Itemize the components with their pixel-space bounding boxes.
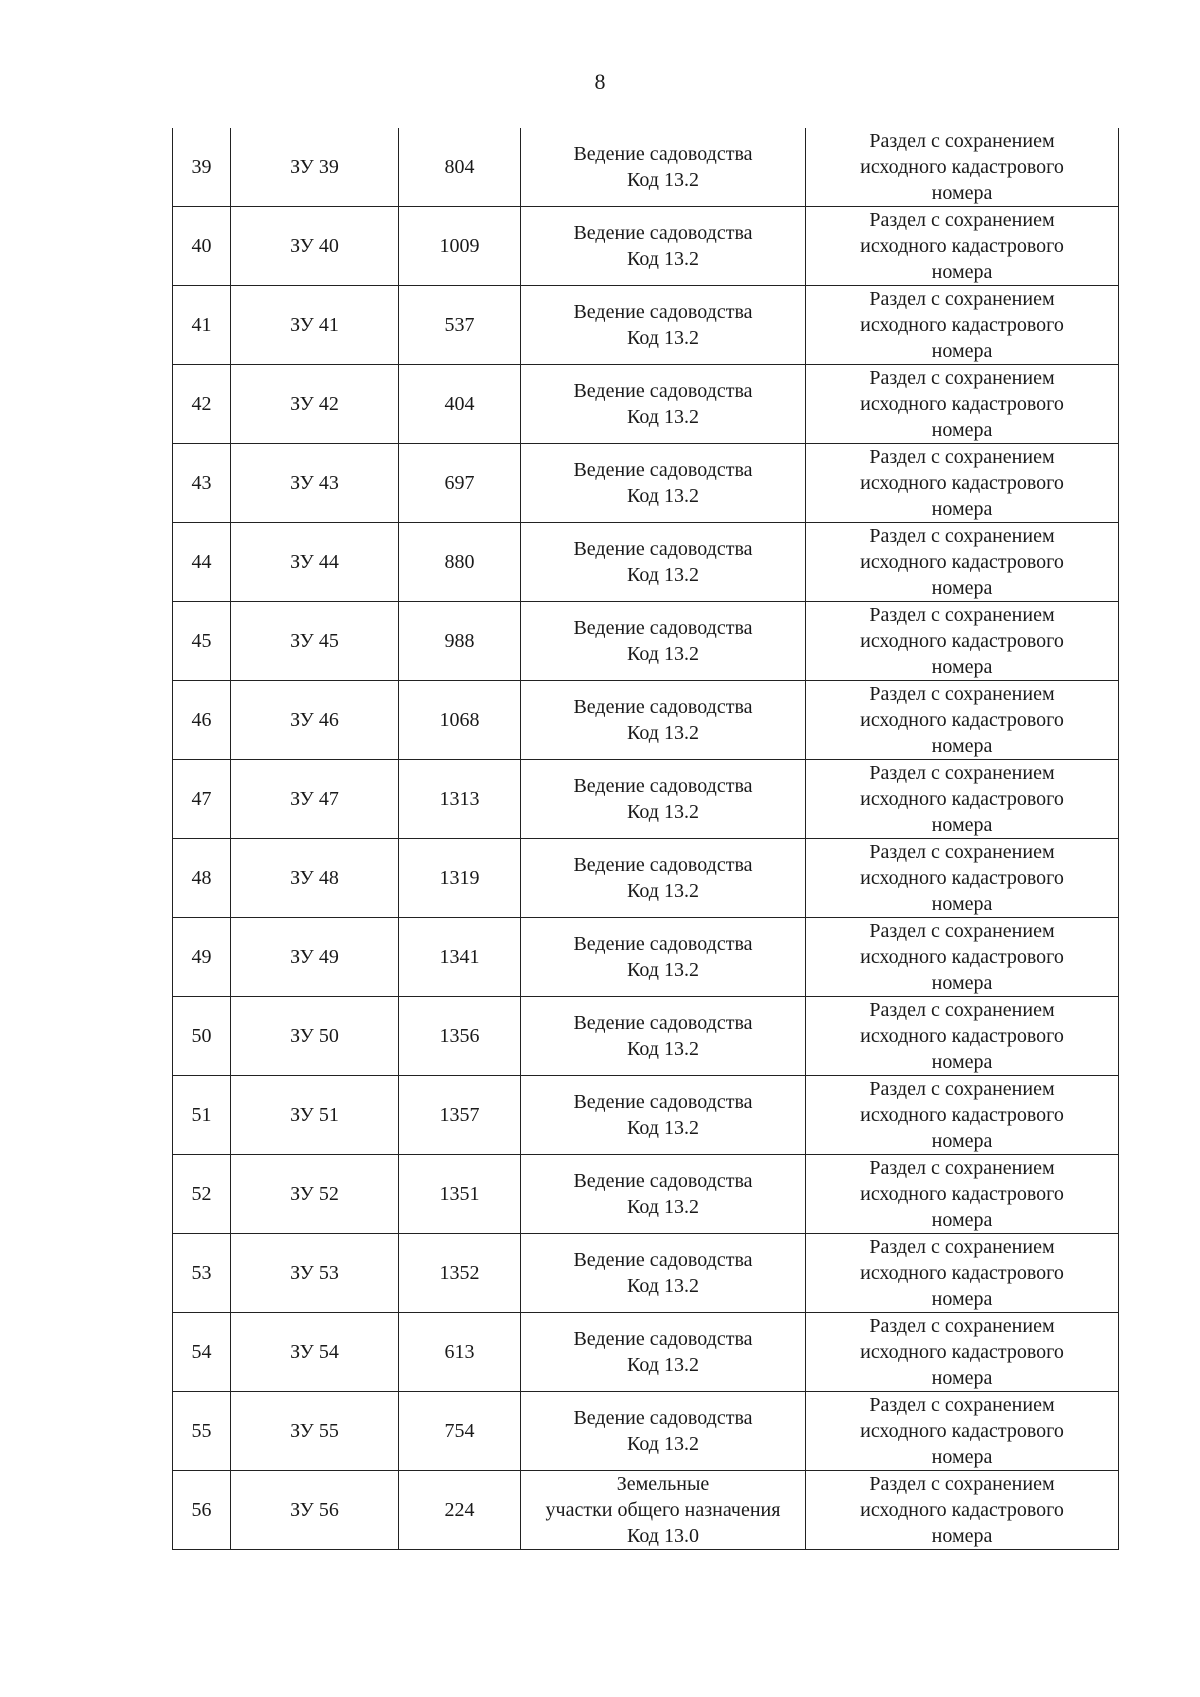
note-line: номера (931, 1367, 993, 1389)
note-line: номера (931, 1525, 993, 1547)
permitted-use-cell (521, 207, 806, 286)
plot-id-cell: ЗУ 39 (231, 128, 399, 207)
table-row (173, 365, 1119, 444)
table-row (173, 1392, 1119, 1471)
note-line: исходного кадастрового (860, 1262, 1064, 1284)
note-cell (806, 523, 1119, 602)
permitted-use-line: Код 13.2 (627, 1275, 699, 1297)
area-cell: 1009 (399, 207, 521, 286)
permitted-use-line: Код 13.2 (627, 406, 699, 428)
permitted-use-line: Код 13.2 (627, 959, 699, 981)
note-line: Раздел с сохранением (869, 1473, 1055, 1495)
area-cell: 1319 (399, 839, 521, 918)
table-row (173, 997, 1119, 1076)
permitted-use-line: Ведение садоводства (573, 538, 753, 560)
permitted-use-cell (521, 918, 806, 997)
permitted-use-cell (521, 1076, 806, 1155)
row-number-cell: 53 (173, 1234, 231, 1313)
note-line: Раздел с сохранением (869, 1078, 1055, 1100)
note-line: Раздел с сохранением (869, 1394, 1055, 1416)
table-row (173, 128, 1119, 207)
note-cell (806, 128, 1119, 207)
permitted-use-line: Код 13.2 (627, 169, 699, 191)
permitted-use-line: Код 13.2 (627, 485, 699, 507)
note-cell (806, 918, 1119, 997)
permitted-use-line: Ведение садоводства (573, 1012, 753, 1034)
table-row (173, 760, 1119, 839)
table-row (173, 523, 1119, 602)
permitted-use-line: Ведение садоводства (573, 775, 753, 797)
row-number-cell: 49 (173, 918, 231, 997)
plot-id-cell: ЗУ 43 (231, 444, 399, 523)
table-body (173, 128, 1119, 1550)
row-number-cell: 46 (173, 681, 231, 760)
permitted-use-line: Код 13.2 (627, 564, 699, 586)
permitted-use-line: Ведение садоводства (573, 1249, 753, 1271)
table-row (173, 1313, 1119, 1392)
row-number-cell: 39 (173, 128, 231, 207)
table-row (173, 681, 1119, 760)
permitted-use-line: участки общего назначения (545, 1499, 781, 1521)
row-number-cell: 54 (173, 1313, 231, 1392)
permitted-use-line: Ведение садоводства (573, 854, 753, 876)
permitted-use-line: Ведение садоводства (573, 459, 753, 481)
table-row (173, 444, 1119, 523)
note-cell (806, 1392, 1119, 1471)
plot-id-cell: ЗУ 52 (231, 1155, 399, 1234)
note-line: номера (931, 1209, 993, 1231)
permitted-use-line: Ведение садоводства (573, 222, 753, 244)
permitted-use-line: Код 13.2 (627, 1354, 699, 1376)
permitted-use-line: Ведение садоводства (573, 301, 753, 323)
note-cell (806, 602, 1119, 681)
permitted-use-line: Код 13.2 (627, 1117, 699, 1139)
note-line: номера (931, 735, 993, 757)
area-cell: 613 (399, 1313, 521, 1392)
note-line: исходного кадастрового (860, 788, 1064, 810)
note-line: Раздел с сохранением (869, 525, 1055, 547)
note-line: исходного кадастрового (860, 630, 1064, 652)
note-line: Раздел с сохранением (869, 288, 1055, 310)
permitted-use-line: Земельные (616, 1473, 710, 1495)
note-line: номера (931, 1446, 993, 1468)
permitted-use-line: Ведение садоводства (573, 696, 753, 718)
row-number-cell: 43 (173, 444, 231, 523)
note-line: Раздел с сохранением (869, 367, 1055, 389)
permitted-use-cell (521, 760, 806, 839)
table-row (173, 1076, 1119, 1155)
note-line: номера (931, 893, 993, 915)
row-number-cell: 52 (173, 1155, 231, 1234)
note-line: исходного кадастрового (860, 1183, 1064, 1205)
row-number-cell: 48 (173, 839, 231, 918)
note-line: Раздел с сохранением (869, 130, 1055, 152)
note-cell (806, 1313, 1119, 1392)
table-row (173, 1234, 1119, 1313)
note-line: Раздел с сохранением (869, 1157, 1055, 1179)
permitted-use-cell (521, 128, 806, 207)
plot-id-cell: ЗУ 45 (231, 602, 399, 681)
permitted-use-cell (521, 602, 806, 681)
plot-id-cell: ЗУ 48 (231, 839, 399, 918)
plot-id-cell: ЗУ 44 (231, 523, 399, 602)
area-cell: 1356 (399, 997, 521, 1076)
table-row (173, 839, 1119, 918)
note-line: Раздел с сохранением (869, 683, 1055, 705)
permitted-use-cell (521, 444, 806, 523)
permitted-use-line: Ведение садоводства (573, 933, 753, 955)
note-line: номера (931, 1130, 993, 1152)
area-cell: 1068 (399, 681, 521, 760)
permitted-use-line: Код 13.2 (627, 1038, 699, 1060)
area-cell: 1357 (399, 1076, 521, 1155)
table-row (173, 207, 1119, 286)
note-line: номера (931, 261, 993, 283)
note-line: Раздел с сохранением (869, 762, 1055, 784)
note-line: Раздел с сохранением (869, 209, 1055, 231)
note-line: Раздел с сохранением (869, 1315, 1055, 1337)
plot-id-cell: ЗУ 47 (231, 760, 399, 839)
row-number-cell: 51 (173, 1076, 231, 1155)
permitted-use-line: Ведение садоводства (573, 1328, 753, 1350)
plot-id-cell: ЗУ 49 (231, 918, 399, 997)
permitted-use-line: Код 13.2 (627, 801, 699, 823)
permitted-use-line: Код 13.2 (627, 880, 699, 902)
permitted-use-line: Код 13.2 (627, 1433, 699, 1455)
permitted-use-line: Код 13.2 (627, 248, 699, 270)
plot-id-cell: ЗУ 56 (231, 1471, 399, 1550)
note-line: исходного кадастрового (860, 156, 1064, 178)
permitted-use-line: Код 13.2 (627, 643, 699, 665)
area-cell: 224 (399, 1471, 521, 1550)
note-cell (806, 444, 1119, 523)
note-cell (806, 760, 1119, 839)
permitted-use-cell (521, 997, 806, 1076)
permitted-use-cell (521, 681, 806, 760)
permitted-use-line: Ведение садоводства (573, 1407, 753, 1429)
row-number-cell: 44 (173, 523, 231, 602)
plot-id-cell: ЗУ 55 (231, 1392, 399, 1471)
permitted-use-cell (521, 365, 806, 444)
plot-id-cell: ЗУ 50 (231, 997, 399, 1076)
note-cell (806, 681, 1119, 760)
permitted-use-cell (521, 839, 806, 918)
note-cell (806, 1234, 1119, 1313)
note-line: исходного кадастрового (860, 235, 1064, 257)
note-line: Раздел с сохранением (869, 604, 1055, 626)
note-cell (806, 839, 1119, 918)
note-line: номера (931, 182, 993, 204)
row-number-cell: 50 (173, 997, 231, 1076)
permitted-use-cell (521, 1155, 806, 1234)
note-line: номера (931, 1051, 993, 1073)
plot-id-cell: ЗУ 40 (231, 207, 399, 286)
land-plots-table (172, 128, 1119, 1550)
note-line: исходного кадастрового (860, 1499, 1064, 1521)
note-line: номера (931, 814, 993, 836)
note-line: исходного кадастрового (860, 472, 1064, 494)
area-cell: 697 (399, 444, 521, 523)
note-line: исходного кадастрового (860, 1025, 1064, 1047)
note-line: Раздел с сохранением (869, 920, 1055, 942)
note-cell (806, 286, 1119, 365)
area-cell: 880 (399, 523, 521, 602)
permitted-use-cell (521, 1313, 806, 1392)
plot-id-cell: ЗУ 53 (231, 1234, 399, 1313)
permitted-use-cell (521, 1471, 806, 1550)
note-line: номера (931, 419, 993, 441)
note-line: исходного кадастрового (860, 314, 1064, 336)
plot-id-cell: ЗУ 41 (231, 286, 399, 365)
area-cell: 754 (399, 1392, 521, 1471)
table-row (173, 1471, 1119, 1550)
permitted-use-line: Код 13.0 (627, 1525, 699, 1547)
row-number-cell: 40 (173, 207, 231, 286)
permitted-use-cell (521, 523, 806, 602)
table-row (173, 918, 1119, 997)
area-cell: 988 (399, 602, 521, 681)
row-number-cell: 42 (173, 365, 231, 444)
table-row (173, 286, 1119, 365)
permitted-use-line: Ведение садоводства (573, 1091, 753, 1113)
row-number-cell: 45 (173, 602, 231, 681)
area-cell: 1352 (399, 1234, 521, 1313)
note-line: номера (931, 1288, 993, 1310)
area-cell: 404 (399, 365, 521, 444)
note-line: номера (931, 577, 993, 599)
permitted-use-line: Ведение садоводства (573, 143, 753, 165)
note-line: исходного кадастрового (860, 393, 1064, 415)
permitted-use-line: Ведение садоводства (573, 380, 753, 402)
plot-id-cell: ЗУ 42 (231, 365, 399, 444)
note-line: Раздел с сохранением (869, 446, 1055, 468)
note-line: исходного кадастрового (860, 867, 1064, 889)
permitted-use-cell (521, 1392, 806, 1471)
note-line: Раздел с сохранением (869, 841, 1055, 863)
permitted-use-line: Код 13.2 (627, 722, 699, 744)
note-line: номера (931, 656, 993, 678)
note-line: номера (931, 498, 993, 520)
note-cell (806, 1155, 1119, 1234)
note-line: исходного кадастрового (860, 1104, 1064, 1126)
area-cell: 1351 (399, 1155, 521, 1234)
note-line: исходного кадастрового (860, 1341, 1064, 1363)
permitted-use-line: Код 13.2 (627, 1196, 699, 1218)
note-cell (806, 997, 1119, 1076)
note-cell (806, 1076, 1119, 1155)
note-cell (806, 365, 1119, 444)
permitted-use-cell (521, 1234, 806, 1313)
note-line: Раздел с сохранением (869, 999, 1055, 1021)
table-row (173, 602, 1119, 681)
table-row (173, 1155, 1119, 1234)
permitted-use-line: Ведение садоводства (573, 1170, 753, 1192)
note-line: исходного кадастрового (860, 1420, 1064, 1442)
permitted-use-line: Ведение садоводства (573, 617, 753, 639)
note-line: исходного кадастрового (860, 946, 1064, 968)
note-cell (806, 207, 1119, 286)
plot-id-cell: ЗУ 46 (231, 681, 399, 760)
note-cell (806, 1471, 1119, 1550)
area-cell: 1313 (399, 760, 521, 839)
row-number-cell: 41 (173, 286, 231, 365)
area-cell: 537 (399, 286, 521, 365)
row-number-cell: 47 (173, 760, 231, 839)
plot-id-cell: ЗУ 54 (231, 1313, 399, 1392)
note-line: исходного кадастрового (860, 551, 1064, 573)
area-cell: 1341 (399, 918, 521, 997)
area-cell: 804 (399, 128, 521, 207)
note-line: номера (931, 340, 993, 362)
page-number: 8 (594, 69, 606, 94)
note-line: исходного кадастрового (860, 709, 1064, 731)
row-number-cell: 55 (173, 1392, 231, 1471)
plot-id-cell: ЗУ 51 (231, 1076, 399, 1155)
row-number-cell: 56 (173, 1471, 231, 1550)
note-line: номера (931, 972, 993, 994)
permitted-use-cell (521, 286, 806, 365)
note-line: Раздел с сохранением (869, 1236, 1055, 1258)
permitted-use-line: Код 13.2 (627, 327, 699, 349)
